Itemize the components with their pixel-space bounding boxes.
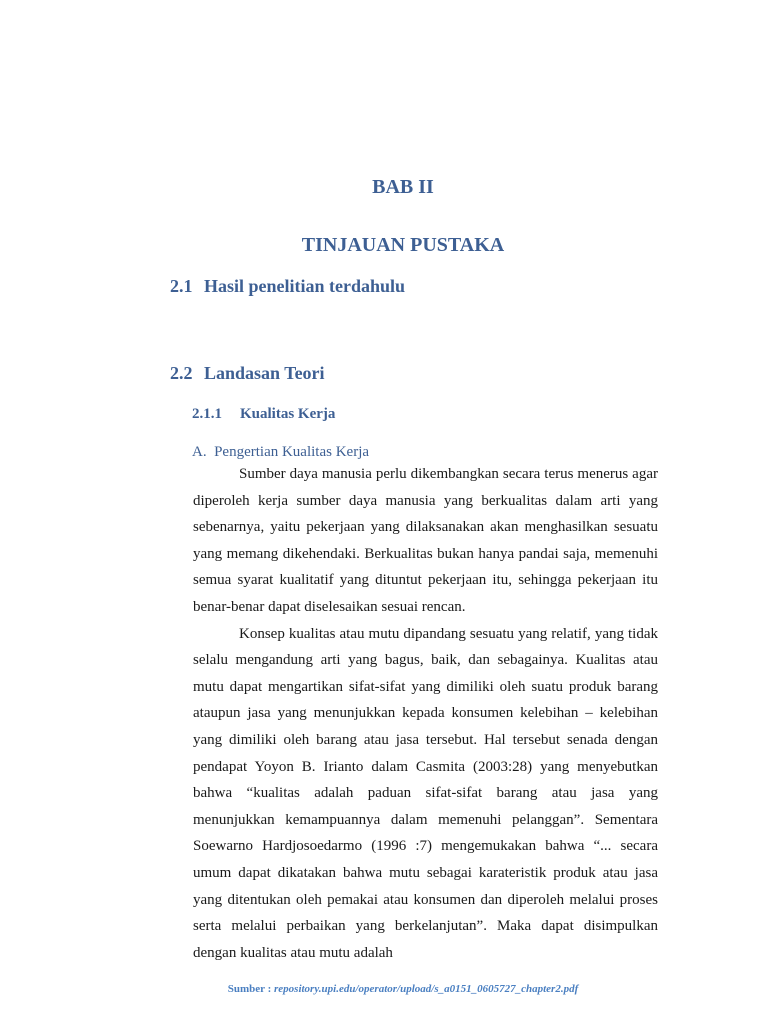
subsection-number: 2.1.1	[192, 406, 222, 422]
subsection-heading	[192, 406, 335, 423]
section-title: Landasan Teori	[204, 363, 325, 383]
chapter-label: BAB II	[372, 176, 434, 198]
section-number: 2.1	[170, 276, 193, 296]
section-number: 2.2	[170, 363, 193, 383]
paragraph: Konsep kualitas atau mutu dipandang sesuatu yang relatif, yang tidak selalu mengandung arti yang bagus, baik, dan sebagainya. Kualitas atau mutu dapat mengartikan sifat-sifat yang dimiliki oleh suatu produk barang ataupun jasa yang menunjukkan kepada konsumen kelebihan – kelebihan yang dimiliki oleh barang atau jasa tersebut. Hal tersebut senada dengan pendapat Yoyon B. Irianto dalam Casmita (2003:28) yang menyebutkan bahwa “kualitas adalah paduan sifat-sifat barang atau jasa yang menunjukkan kemampuannya dalam memenuhi pelanggan”. Sementara Soewarno Hardjosoedarmo (1996 :7) mengemukakan bahwa “... secara umum dapat dikatakan bahwa mutu sebagai karateristik produk atau jasa yang ditentukan oleh pemakai atau konsumen dan diperoleh melalui proses serta melalui perbaikan yang berkelanjutan”. Maka dapat disimpulkan dengan kualitas atau mutu adalah	[193, 625, 658, 961]
section-heading-2-1	[170, 276, 405, 297]
body-text	[193, 461, 658, 966]
subsection-title: Kualitas Kerja	[240, 406, 336, 422]
paragraph: Sumber daya manusia perlu dikembangkan secara terus menerus agar diperoleh kerja sumber daya manusia yang berkualitas dalam arti yang sebenarnya, yaitu pekerjaan yang dilaksanakan akan menghasilkan sesuatu yang memang dikehendaki. Berkualitas bukan hanya pandai saja, memenuhi semua syarat kualitatif yang dituntut pekerjaan itu, sehingga pekerjaan itu benar-benar dapat diselesaikan sesuai rencan.	[193, 466, 658, 615]
source-footer	[0, 983, 768, 995]
subsubsection-heading: A. Pengertian Kualitas Kerja	[192, 444, 370, 460]
section-heading-2-2	[170, 363, 325, 384]
section-title: Hasil penelitian terdahulu	[204, 276, 406, 296]
footer-prefix: Sumber :	[227, 983, 274, 995]
chapter-title: TINJAUAN PUSTAKA	[301, 234, 505, 256]
footer-url: repository.upi.edu/operator/upload/s_a0151_0605727_chapter2.pdf	[274, 983, 579, 995]
